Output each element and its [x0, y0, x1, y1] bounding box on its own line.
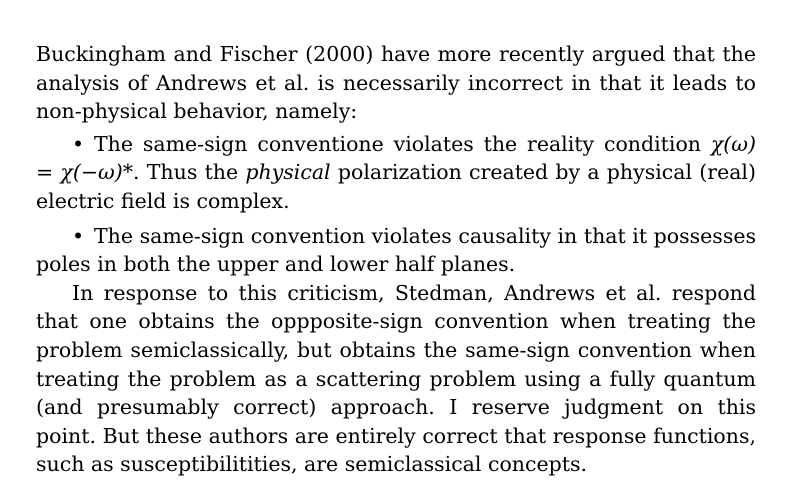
- intro-paragraph: Buckingham and Fischer (2000) have more recently argued that the analysis of Andrews et al. is necessarily incorrect in that it leads to non-physical behavior, namely:: [36, 42, 756, 124]
- bullet-icon: •: [72, 131, 85, 156]
- bullet-text-part2: . Thus the: [132, 160, 246, 185]
- bullet-text: The same-sign convention violates causality in that it possesses poles in both the upper and lower half planes.: [36, 223, 756, 277]
- math-chi-omega: χ(ω): [710, 131, 756, 156]
- bullet-text-part1: The same-sign conventione violates the reality condition: [94, 131, 711, 156]
- bullet-text-part3: polarization created by a physical (real) electric field is complex.: [36, 160, 756, 213]
- bullet-item-reality: [36, 130, 756, 216]
- math-chi-minus-omega: χ(−ω)*: [60, 160, 133, 185]
- math-equals: =: [36, 160, 61, 185]
- bullet-item-causality: [36, 222, 756, 279]
- response-paragraph: In response to this criticism, Stedman, Andrews et al. respond that one obtains the oppposite-sign convention when treating the problem semiclassically, but obtains the same-sign convention when treating the problem as a scattering problem using a fully quantum (and presumably correct) approach. I reserve judgment on this point. But these authors are entirely correct that response functions, such as susceptibilitities, are semiclassical concepts.: [36, 280, 756, 477]
- document-page: [36, 40, 756, 479]
- emphasis-physical: physical: [245, 160, 331, 185]
- bullet-icon: •: [72, 223, 85, 248]
